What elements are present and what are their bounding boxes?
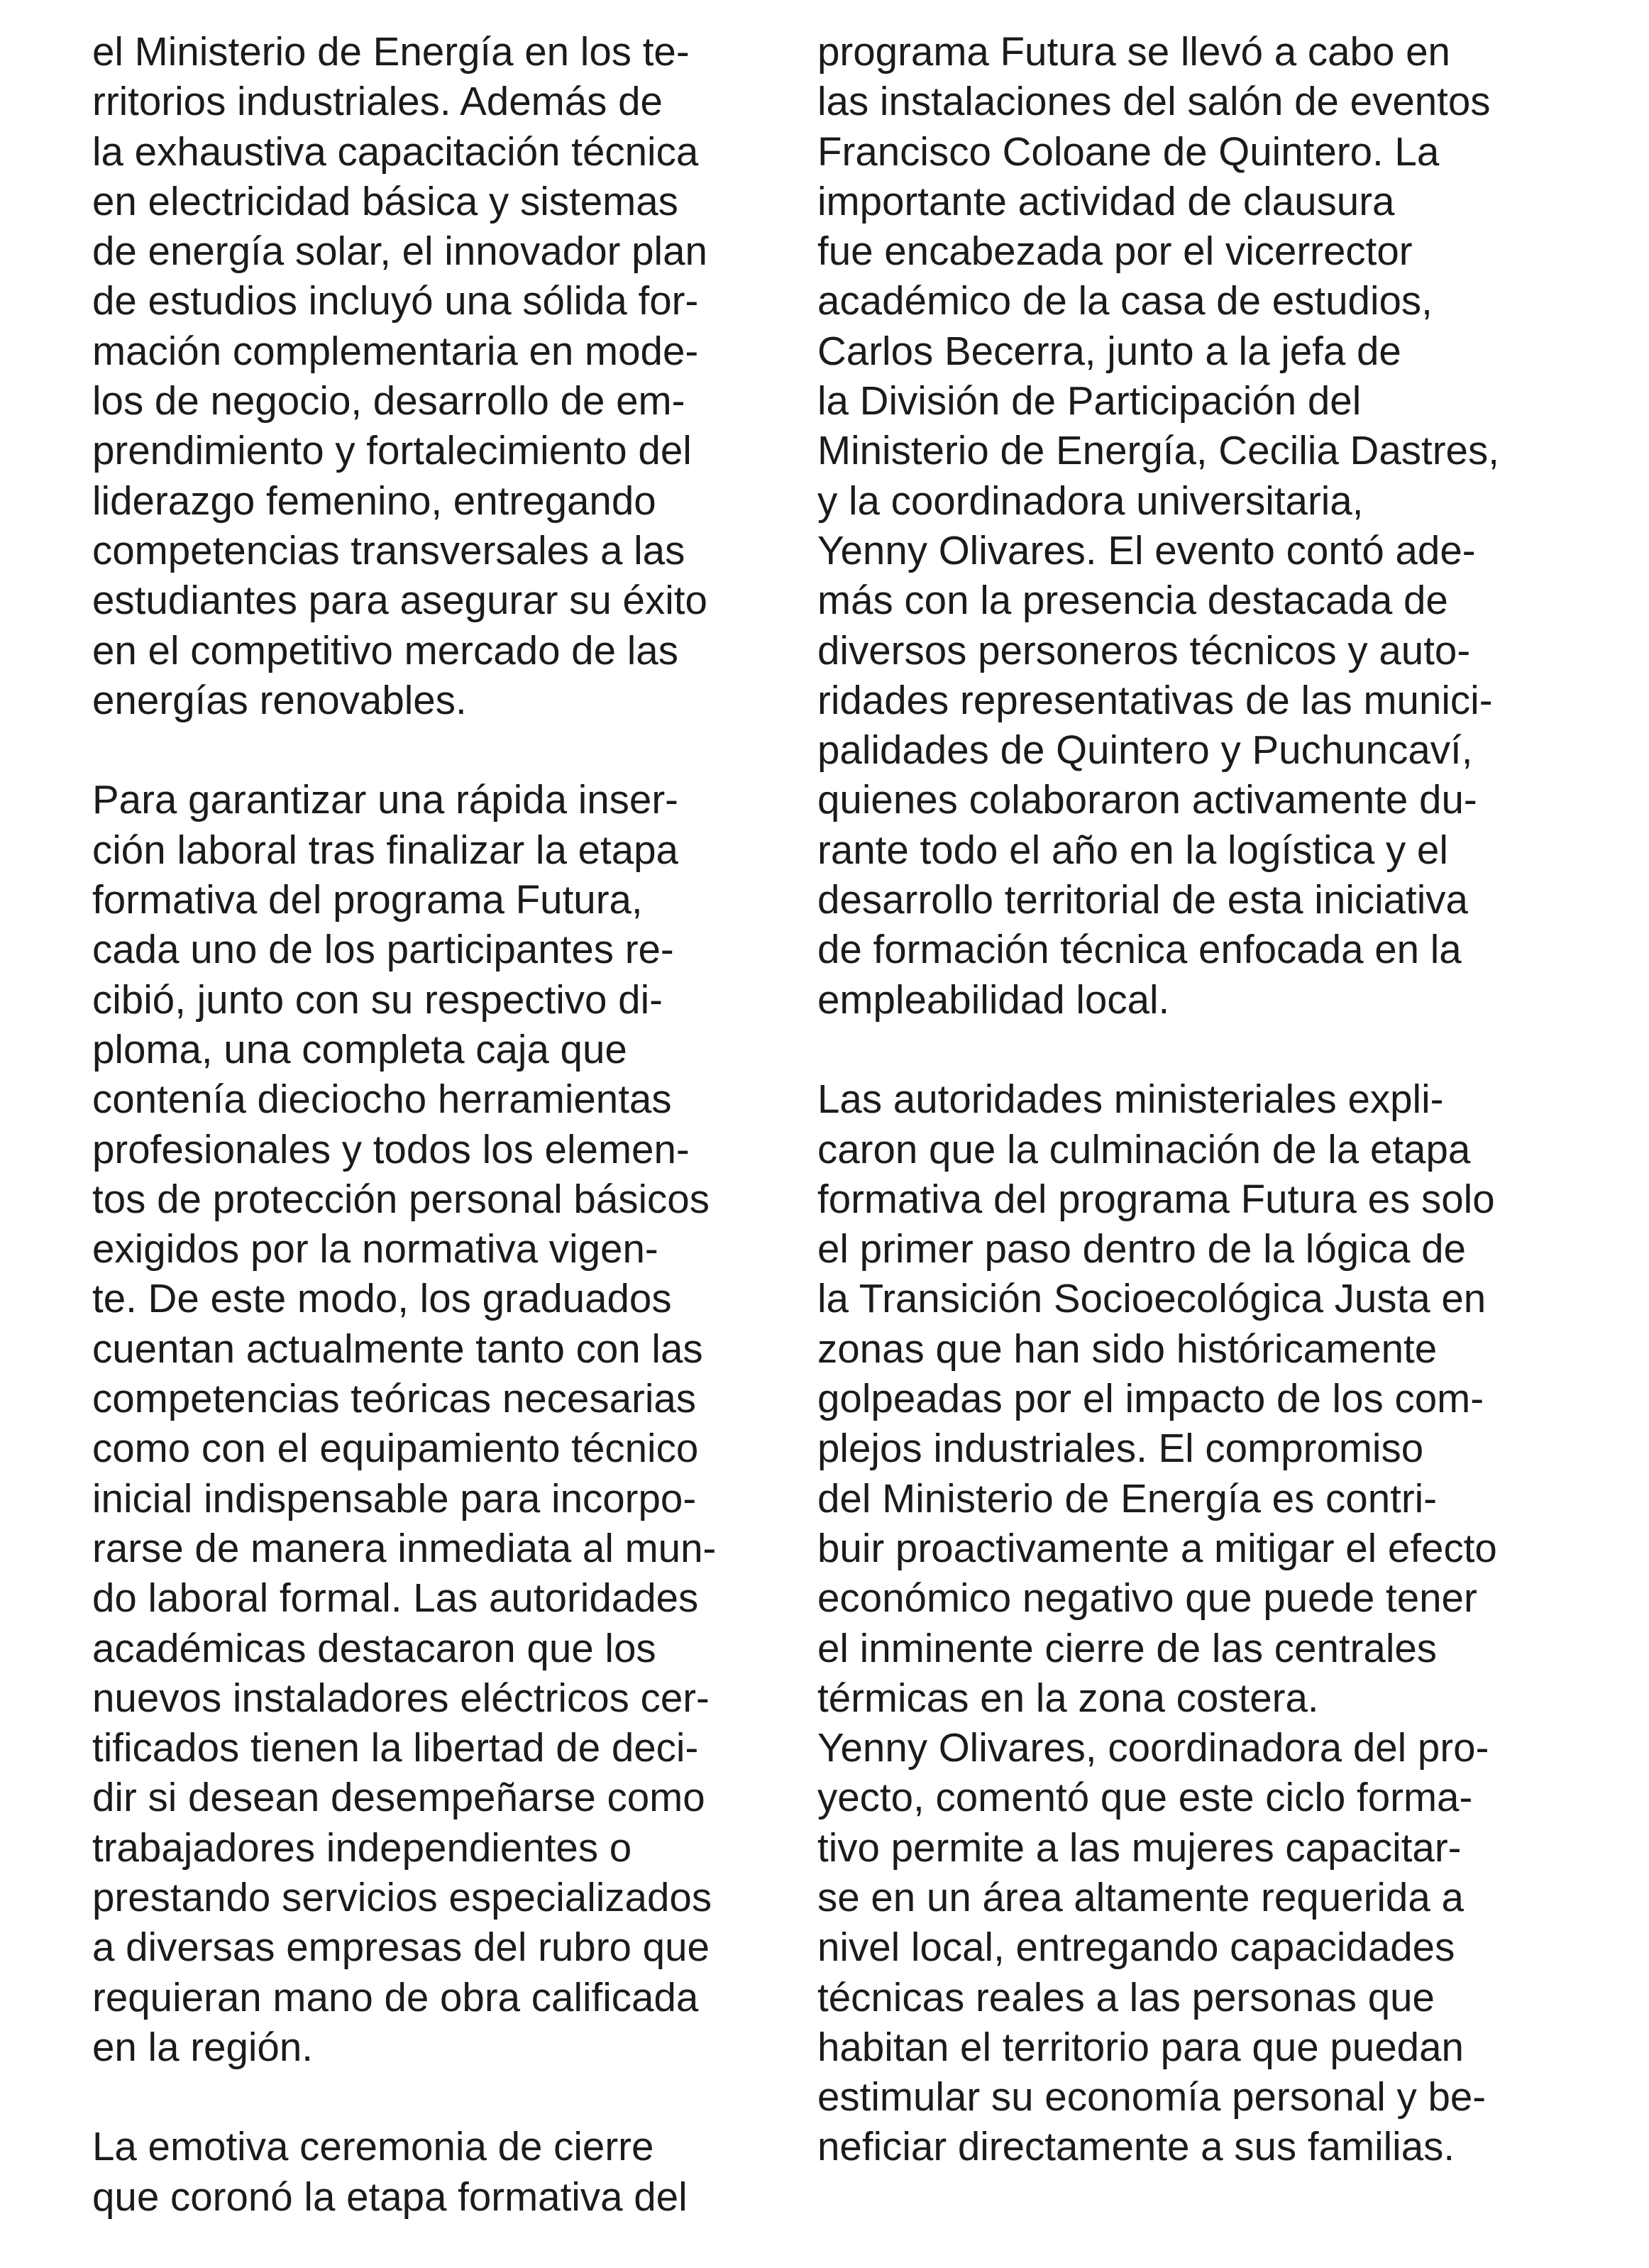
right-column	[817, 27, 1570, 2172]
text-line: fue encabezada por el vicerrector	[817, 229, 1413, 274]
text-line: de formación técnica enfocada en la	[817, 927, 1462, 972]
text-line: más con la presencia destacada de	[817, 578, 1448, 623]
text-line: técnicas reales a las personas que	[817, 1974, 1435, 2020]
text-line: cibió, junto con su respectivo di-	[92, 976, 663, 1022]
paragraph-spacer	[92, 2072, 773, 2122]
text-line: prestando servicios especializados	[92, 1874, 712, 1920]
text-line: programa Futura se llevó a cabo en	[817, 29, 1450, 74]
text-line: en la región.	[92, 2024, 313, 2069]
text-line: te. De este modo, los graduados	[92, 1276, 672, 1321]
text-line: diversos personeros técnicos y auto-	[817, 627, 1471, 673]
text-line: neficiar directamente a sus familias.	[817, 2124, 1455, 2169]
text-line: nuevos instaladores eléctricos cer-	[92, 1675, 710, 1720]
text-line: requieran mano de obra calificada	[92, 1974, 699, 2020]
text-line: inicial indispensable para incorpo-	[92, 1475, 697, 1521]
text-line: dir si desean desempeñarse como	[92, 1775, 705, 1820]
text-line: exigidos por la normativa vigen-	[92, 1226, 658, 1272]
text-line: cada uno de los participantes re-	[92, 927, 674, 972]
text-line: la División de Participación del	[817, 378, 1362, 424]
left-column	[92, 27, 773, 2222]
text-line: ción laboral tras finalizar la etapa	[92, 827, 678, 872]
text-line: competencias transversales a las	[92, 527, 685, 573]
text-line: contenía dieciocho herramientas	[92, 1077, 672, 1122]
text-line: habitan el territorio para que puedan	[817, 2024, 1464, 2069]
text-line: del Ministerio de Energía es contri-	[817, 1475, 1438, 1521]
text-line: plejos industriales. El compromiso	[817, 1426, 1424, 1471]
text-line: empleabilidad local.	[817, 976, 1170, 1022]
text-line: profesionales y todos los elemen-	[92, 1126, 690, 1172]
text-line: de estudios incluyó una sólida for-	[92, 278, 699, 324]
text-line: estudiantes para asegurar su éxito	[92, 578, 707, 623]
text-line: la exhaustiva capacitación técnica	[92, 128, 699, 174]
paragraph-spacer	[817, 1025, 1570, 1074]
paragraph	[817, 1074, 1570, 2172]
text-line: y la coordinadora universitaria,	[817, 478, 1364, 523]
text-line: prendimiento y fortalecimiento del	[92, 428, 692, 473]
text-line: Yenny Olivares. El evento contó ade-	[817, 527, 1476, 573]
text-line: se en un área altamente requerida a	[817, 1874, 1464, 1920]
text-line: yecto, comentó que este ciclo forma-	[817, 1775, 1473, 1820]
text-line: quienes colaboraron activamente du-	[817, 777, 1477, 822]
text-line: ridades representativas de las munici-	[817, 677, 1493, 722]
text-line: el Ministerio de Energía en los te-	[92, 29, 690, 74]
text-line: en el competitivo mercado de las	[92, 627, 678, 673]
text-line: estimular su economía personal y be-	[817, 2074, 1487, 2120]
text-line: caron que la culminación de la etapa	[817, 1126, 1471, 1172]
paragraph	[817, 27, 1570, 1025]
text-line: como con el equipamiento técnico	[92, 1426, 699, 1471]
text-line: rante todo el año en la logística y el	[817, 827, 1448, 872]
text-line: rritorios industriales. Además de	[92, 79, 663, 124]
text-line: académico de la casa de estudios,	[817, 278, 1433, 324]
text-line: académicas destacaron que los	[92, 1625, 656, 1670]
text-line: do laboral formal. Las autoridades	[92, 1575, 699, 1621]
text-line: golpeadas por el impacto de los com-	[817, 1376, 1484, 1421]
paragraph	[92, 2122, 773, 2222]
text-line: las instalaciones del salón de eventos	[817, 79, 1491, 124]
text-line: ploma, una completa caja que	[92, 1026, 627, 1072]
text-line: en electricidad básica y sistemas	[92, 178, 678, 224]
text-line: Francisco Coloane de Quintero. La	[817, 128, 1440, 174]
text-line: energías renovables.	[92, 677, 467, 722]
text-line: Para garantizar una rápida inser-	[92, 777, 678, 822]
text-line: de energía solar, el innovador plan	[92, 229, 707, 274]
text-line: que coronó la etapa formativa del	[92, 2174, 688, 2219]
text-line: los de negocio, desarrollo de em-	[92, 378, 685, 424]
text-line: zonas que han sido históricamente	[817, 1326, 1438, 1371]
text-line: Yenny Olivares, coordinadora del pro-	[817, 1725, 1489, 1771]
text-line: nivel local, entregando capacidades	[817, 1925, 1455, 1970]
text-line: a diversas empresas del rubro que	[92, 1925, 710, 1970]
text-line: el inminente cierre de las centrales	[817, 1625, 1438, 1670]
text-line: desarrollo territorial de esta iniciativa	[817, 877, 1468, 923]
text-line: tos de protección personal básicos	[92, 1176, 710, 1221]
text-line: trabajadores independientes o	[92, 1824, 632, 1870]
text-line: cuentan actualmente tanto con las	[92, 1326, 703, 1371]
text-line: palidades de Quintero y Puchuncaví,	[817, 727, 1473, 773]
text-line: formativa del programa Futura es solo	[817, 1176, 1495, 1221]
text-line: importante actividad de clausura	[817, 178, 1395, 224]
text-line: competencias teóricas necesarias	[92, 1376, 697, 1421]
text-line: tivo permite a las mujeres capacitar-	[817, 1824, 1462, 1870]
paragraph	[92, 775, 773, 2072]
text-line: Ministerio de Energía, Cecilia Dastres,	[817, 428, 1499, 473]
paragraph-spacer	[92, 725, 773, 775]
text-line: La emotiva ceremonia de cierre	[92, 2124, 654, 2169]
text-line: buir proactivamente a mitigar el efecto	[817, 1525, 1497, 1570]
text-line: Las autoridades ministeriales expli-	[817, 1077, 1444, 1122]
paragraph	[92, 27, 773, 725]
text-line: liderazgo femenino, entregando	[92, 478, 656, 523]
text-line: rarse de manera inmediata al mun-	[92, 1525, 717, 1570]
text-line: la Transición Socioecológica Justa en	[817, 1276, 1487, 1321]
text-line: tificados tienen la libertad de deci-	[92, 1725, 699, 1771]
text-line: térmicas en la zona costera.	[817, 1675, 1319, 1720]
text-line: Carlos Becerra, junto a la jefa de	[817, 328, 1401, 373]
text-line: formativa del programa Futura,	[92, 877, 643, 923]
text-line: económico negativo que puede tener	[817, 1575, 1477, 1621]
text-line: el primer paso dentro de la lógica de	[817, 1226, 1466, 1272]
text-line: mación complementaria en mode-	[92, 328, 699, 373]
